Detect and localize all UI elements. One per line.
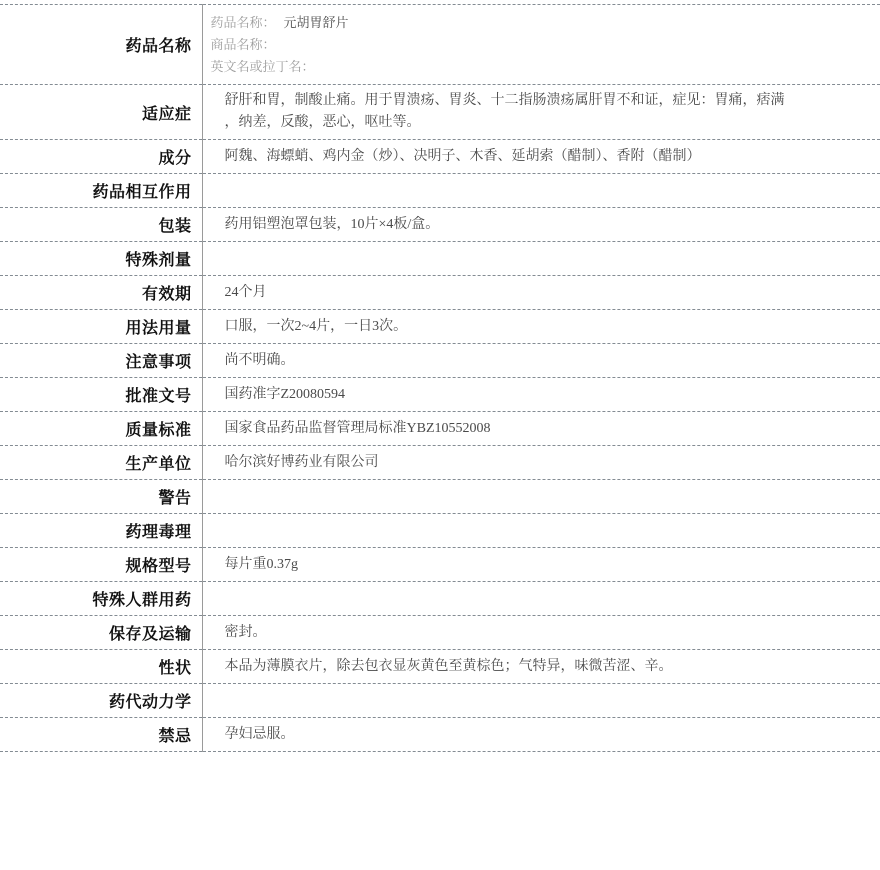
row-label: 批准文号 xyxy=(0,378,202,412)
table-row-indication xyxy=(0,85,880,140)
table-row-description xyxy=(0,650,880,684)
row-label: 注意事项 xyxy=(0,344,202,378)
table-row-approval-number xyxy=(0,378,880,412)
row-value: 本品为薄膜衣片，除去包衣显灰黄色至黄棕色；气特异，味微苦涩、辛。 xyxy=(224,658,673,674)
row-label: 性状 xyxy=(0,650,202,684)
table-row-ingredients xyxy=(0,140,880,174)
row-value xyxy=(202,582,880,616)
trade-name-field-label: 商品名称： xyxy=(210,36,276,52)
table-row-manufacturer xyxy=(0,446,880,480)
drug-name-field-label: 药品名称： xyxy=(210,14,276,30)
row-value xyxy=(202,242,880,276)
row-label: 适应症 xyxy=(0,85,202,140)
row-value xyxy=(202,480,880,514)
row-value: 每片重0.37g xyxy=(224,556,298,572)
row-label: 规格型号 xyxy=(0,548,202,582)
row-value: 口服，一次2~4片，一日3次。 xyxy=(224,318,408,334)
row-label: 质量标准 xyxy=(0,412,202,446)
row-value: 阿魏、海螵蛸、鸡内金（炒）、决明子、木香、延胡索（醋制）、香附（醋制） xyxy=(224,148,701,164)
table-row-shelf-life xyxy=(0,276,880,310)
drug-name-line xyxy=(211,12,869,34)
row-value: 孕妇忌服。 xyxy=(224,726,295,742)
row-label: 药代动力学 xyxy=(0,684,202,718)
row-value xyxy=(202,174,880,208)
row-label: 禁忌 xyxy=(0,718,202,752)
table-row-pharmacology-toxicology xyxy=(0,514,880,548)
row-value: 尚不明确。 xyxy=(224,352,295,368)
row-value xyxy=(202,514,880,548)
row-label: 药品名称 xyxy=(0,5,202,85)
indication-text-line-2: ，纳差，反酸，恶心，呕吐等。 xyxy=(224,115,421,130)
row-label: 用法用量 xyxy=(0,310,202,344)
table-row-drug-name xyxy=(0,5,880,85)
row-label: 特殊人群用药 xyxy=(0,582,202,616)
row-label: 成分 xyxy=(0,140,202,174)
table-row-contraindication xyxy=(0,718,880,752)
row-label: 警告 xyxy=(0,480,202,514)
table-row-special-population xyxy=(0,582,880,616)
drug-name-lines xyxy=(211,12,869,78)
row-value: 国药准字Z20080594 xyxy=(224,386,346,402)
latin-name-line xyxy=(211,56,869,78)
table-row-special-dosage xyxy=(0,242,880,276)
row-label: 包装 xyxy=(0,208,202,242)
row-value: 国家食品药品监督管理局标准YBZ10552008 xyxy=(224,420,491,436)
row-label: 保存及运输 xyxy=(0,616,202,650)
table-row-warning xyxy=(0,480,880,514)
row-label: 药品相互作用 xyxy=(0,174,202,208)
row-value xyxy=(202,684,880,718)
row-label: 生产单位 xyxy=(0,446,202,480)
latin-name-field-label: 英文名或拉丁名： xyxy=(210,58,315,74)
table-row-quality-standard xyxy=(0,412,880,446)
table-row-storage-transport xyxy=(0,616,880,650)
table-row-drug-interactions xyxy=(0,174,880,208)
row-value: 24个月 xyxy=(224,284,267,300)
table-row-dosage-usage xyxy=(0,310,880,344)
row-value: 药用铝塑泡罩包装，10片×4板/盒。 xyxy=(224,216,440,232)
trade-name-line xyxy=(211,34,869,56)
row-value: 哈尔滨好博药业有限公司 xyxy=(224,454,379,470)
indication-text-line-1: 舒肝和胃，制酸止痛。用于胃溃疡、胃炎、十二指肠溃疡属肝胃不和证，症见：胃痛，痞满 xyxy=(224,93,785,108)
table-row-packaging xyxy=(0,208,880,242)
row-value: 密封。 xyxy=(224,624,267,640)
row-label: 药理毒理 xyxy=(0,514,202,548)
table-row-specification xyxy=(0,548,880,582)
table-row-pharmacokinetics xyxy=(0,684,880,718)
row-label: 特殊剂量 xyxy=(0,242,202,276)
row-value xyxy=(202,5,880,85)
table-row-precautions xyxy=(0,344,880,378)
row-value xyxy=(202,85,880,140)
row-label: 有效期 xyxy=(0,276,202,310)
drug-info-table xyxy=(0,4,880,752)
drug-name-field-value: 元胡胃舒片 xyxy=(283,14,349,30)
